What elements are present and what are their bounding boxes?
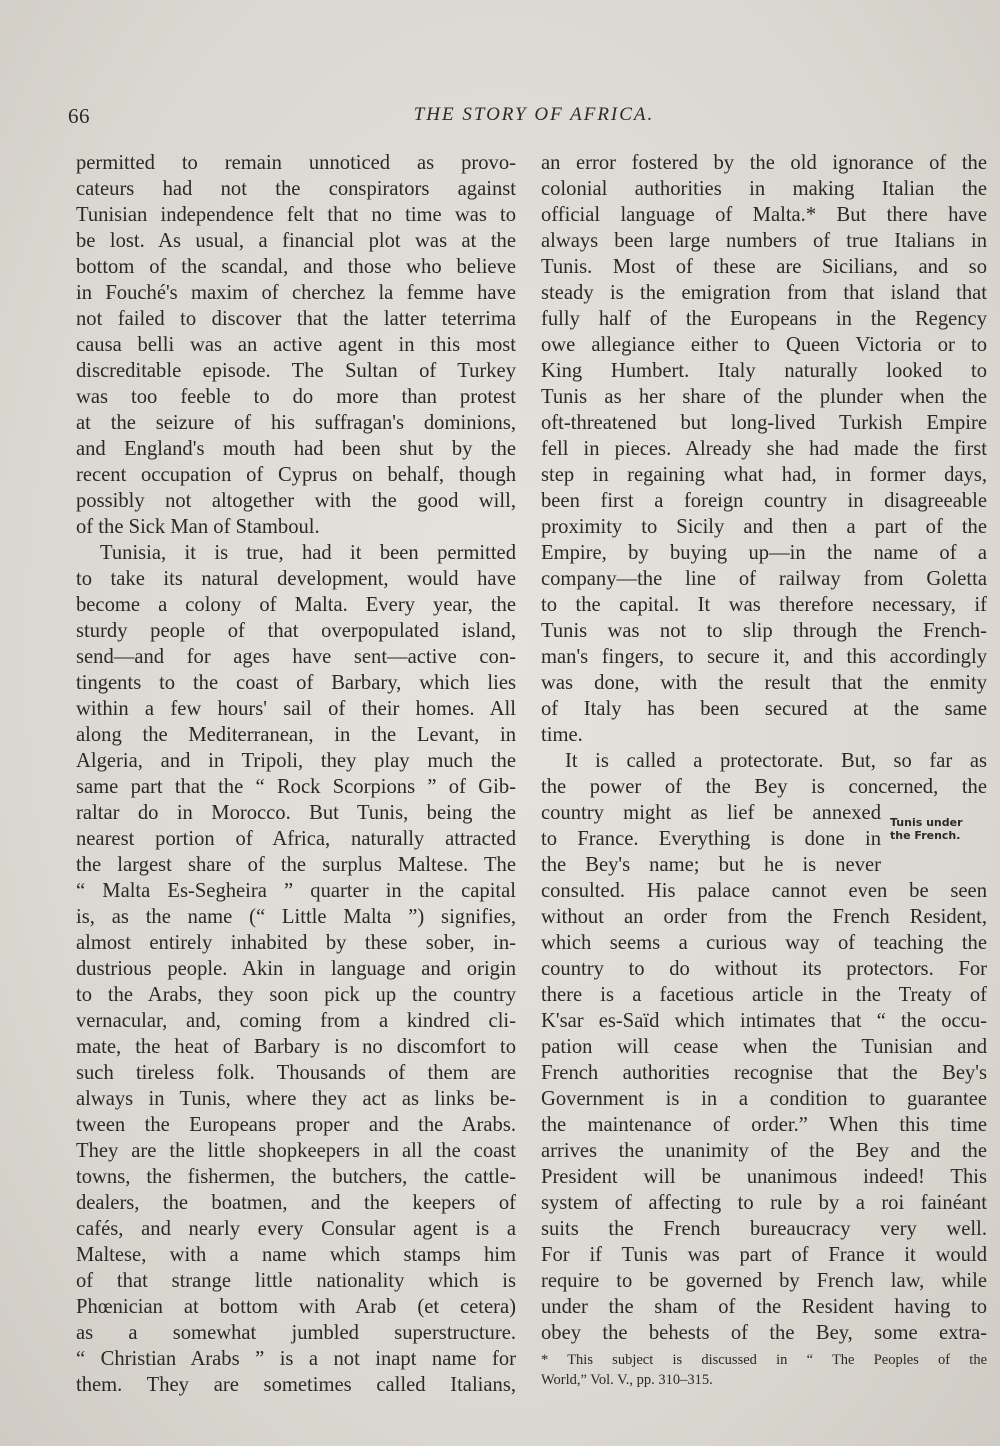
text-line: possibly not altogether with the good will, (76, 490, 516, 512)
text-line: under the sham of the Resident having to (541, 1296, 987, 1318)
text-line: Empire, by buying up—in the name of a (541, 542, 987, 564)
text-line: is, as the name (“ Little Malta ”) signifies, (76, 906, 516, 928)
text-line: bottom of the scandal, and those who believe (76, 256, 516, 278)
text-line: and England's mouth had been shut by the (76, 438, 516, 460)
text-line: almost entirely inhabited by these sober, in- (76, 932, 516, 954)
footnote-line: * This subject is discussed in “ The Peoples of the (541, 1352, 987, 1368)
text-line: company—the line of railway from Goletta (541, 568, 987, 590)
footnote (541, 1350, 987, 1390)
text-line: consulted. His palace cannot even be seen (541, 880, 987, 902)
text-line: official language of Malta.* But there have (541, 204, 987, 226)
text-line: was too feeble to do more than protest (76, 386, 516, 408)
text-line: suits the French bureaucracy very well. (541, 1218, 987, 1240)
running-head: THE STORY OF AFRICA. (413, 104, 655, 125)
margin-note-line: the French. (890, 829, 961, 842)
text-line: without an order from the French Resident, (541, 906, 987, 928)
text-line: always been large numbers of true Italians in (541, 230, 987, 252)
margin-note (890, 816, 1000, 842)
text-line: “ Christian Arabs ” is a not inapt name for (76, 1348, 516, 1370)
text-line: country to do without its protectors. For (541, 958, 987, 980)
text-line: in Fouché's maxim of cherchez la femme have (76, 282, 516, 304)
text-line: dustrious people. Akin in language and origin (76, 958, 516, 980)
text-line: was done, with the result that the enmity (541, 672, 987, 694)
text-line: colonial authorities in making Italian the (541, 178, 987, 200)
text-line: cateurs had not the conspirators against (76, 178, 516, 200)
text-line: to the Arabs, they soon pick up the country (76, 984, 516, 1006)
text-line: tween the Europeans proper and the Arabs. (76, 1114, 516, 1136)
text-line: dealers, the boatmen, and the keepers of (76, 1192, 516, 1214)
text-line: recent occupation of Cyprus on behalf, though (76, 464, 516, 486)
text-line: of that strange little nationality which is (76, 1270, 516, 1292)
text-line: K'sar es-Saïd which intimates that “ the occu- (541, 1010, 987, 1032)
text-line: tingents to the coast of Barbary, which lies (76, 672, 516, 694)
text-line: be lost. As usual, a financial plot was at the (76, 230, 516, 252)
text-line: to take its natural development, would have (76, 568, 516, 590)
text-line: Tunisia, it is true, had it been permitted (100, 542, 516, 564)
footnote-line: World,” Vol. V., pp. 310–315. (541, 1372, 713, 1388)
page-header (68, 104, 960, 134)
text-line: permitted to remain unnoticed as provo- (76, 152, 516, 174)
text-line: owe allegiance either to Queen Victoria or to (541, 334, 987, 356)
text-line: Tunis. Most of these are Sicilians, and so (541, 256, 987, 278)
text-line: the largest share of the surplus Maltese. The (76, 854, 516, 876)
text-line: steady is the emigration from that island that (541, 282, 987, 304)
text-line: oft-threatened but long-lived Turkish Empire (541, 412, 987, 434)
text-line: within a few hours' sail of their homes. All (76, 698, 516, 720)
text-line: pation will cease when the Tunisian and (541, 1036, 987, 1058)
text-line: Maltese, with a name which stamps him (76, 1244, 516, 1266)
text-line: same part that the “ Rock Scorpions ” of Gib- (76, 776, 516, 798)
text-line: step in regaining what had, in former days, (541, 464, 987, 486)
text-line: obey the behests of the Bey, some extra- (541, 1322, 987, 1344)
text-line: along the Mediterranean, in the Levant, in (76, 724, 516, 746)
text-line: raltar do in Morocco. But Tunis, being the (76, 802, 516, 824)
margin-note-line: Tunis under (890, 816, 963, 829)
text-line: French authorities recognise that the Bey's (541, 1062, 987, 1084)
text-line: of the Sick Man of Stamboul. (76, 516, 320, 538)
text-line: King Humbert. Italy naturally looked to (541, 360, 987, 382)
text-line: them. They are sometimes called Italians, (76, 1374, 516, 1396)
text-line: President will be unanimous indeed! This (541, 1166, 987, 1188)
text-line: cafés, and nearly every Consular agent is a (76, 1218, 516, 1240)
text-line: Government is in a condition to guarantee (541, 1088, 987, 1110)
text-line: such tireless folk. Thousands of them are (76, 1062, 516, 1084)
text-line: the Bey's name; but he is never (541, 854, 881, 876)
text-line: discreditable episode. The Sultan of Turkey (76, 360, 516, 382)
text-line: sturdy people of that overpopulated island, (76, 620, 516, 642)
text-line: country might as lief be annexed (541, 802, 881, 824)
text-line: require to be governed by French law, while (541, 1270, 987, 1292)
right-text-column (541, 150, 987, 1346)
text-line: system of affecting to rule by a roi fainéant (541, 1192, 987, 1214)
text-line: the maintenance of order.” When this time (541, 1114, 987, 1136)
text-line: Tunisian independence felt that no time was to (76, 204, 516, 226)
text-line: not failed to discover that the latter teterrima (76, 308, 516, 330)
text-line: which seems a curious way of teaching the (541, 932, 987, 954)
text-line: They are the little shopkeepers in all the coast (76, 1140, 516, 1162)
text-line: there is a facetious article in the Treaty of (541, 984, 987, 1006)
text-line: an error fostered by the old ignorance of the (541, 152, 987, 174)
text-line: as a somewhat jumbled superstructure. (76, 1322, 516, 1344)
text-line: at the seizure of his suffragan's dominions, (76, 412, 516, 434)
text-line: proximity to Sicily and then a part of the (541, 516, 987, 538)
text-line: Tunis as her share of the plunder when the (541, 386, 987, 408)
left-text-column (76, 150, 516, 1398)
text-line: Algeria, and in Tripoli, they play much the (76, 750, 516, 772)
text-line: time. (541, 724, 583, 746)
text-line: nearest portion of Africa, naturally attracted (76, 828, 516, 850)
text-line: towns, the fishermen, the butchers, the cattle- (76, 1166, 516, 1188)
text-line: Phœnician at bottom with Arab (et cetera) (76, 1296, 516, 1318)
text-line: become a colony of Malta. Every year, the (76, 594, 516, 616)
text-line: been first a foreign country in disagreeable (541, 490, 987, 512)
text-line: to the capital. It was therefore necessary, if (541, 594, 987, 616)
text-line: causa belli was an active agent in this most (76, 334, 516, 356)
text-line: fell in pieces. Already she had made the first (541, 438, 987, 460)
text-line: man's fingers, to secure it, and this accordingly (541, 646, 987, 668)
text-line: to France. Everything is done in (541, 828, 881, 850)
text-line: It is called a protectorate. But, so far as (565, 750, 987, 772)
text-line: fully half of the Europeans in the Regency (541, 308, 987, 330)
text-line: the power of the Bey is concerned, the (541, 776, 987, 798)
text-line: vernacular, and, coming from a kindred cli- (76, 1010, 516, 1032)
text-line: arrives the unanimity of the Bey and the (541, 1140, 987, 1162)
text-line: For if Tunis was part of France it would (541, 1244, 987, 1266)
text-line: always in Tunis, where they act as links be- (76, 1088, 516, 1110)
text-line: mate, the heat of Barbary is no discomfort to (76, 1036, 516, 1058)
page-number: 66 (68, 104, 90, 128)
text-line: of Italy has been secured at the same (541, 698, 987, 720)
text-line: Tunis was not to slip through the French- (541, 620, 987, 642)
text-line: send—and for ages have sent—active con- (76, 646, 516, 668)
text-line: “ Malta Es-Segheira ” quarter in the capital (76, 880, 516, 902)
